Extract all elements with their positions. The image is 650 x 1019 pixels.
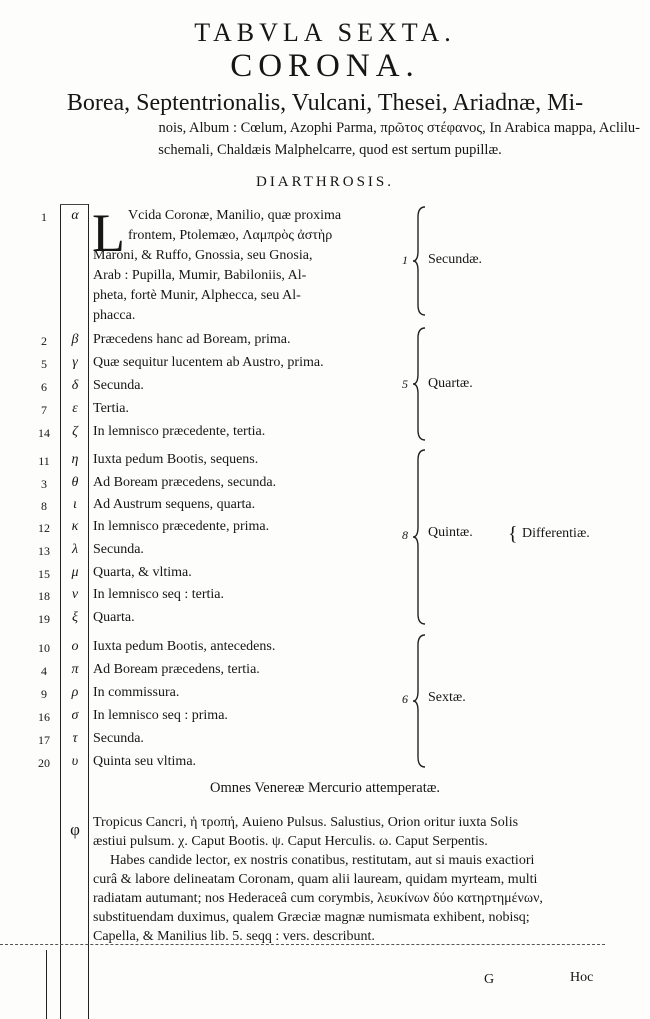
star-greek-letter: η bbox=[71, 452, 79, 467]
star-greek-letter: υ bbox=[71, 754, 79, 769]
phi-letter: φ bbox=[70, 820, 80, 839]
star-greek-letter: ζ bbox=[72, 424, 78, 439]
table-title: TABVLA SEXTA. bbox=[194, 18, 456, 47]
star-number: 12 bbox=[38, 521, 50, 535]
alpha-desc-line: Maroni, & Ruffo, Gnossia, seu Gnosia, bbox=[93, 248, 313, 263]
star-number: 4 bbox=[41, 664, 47, 678]
star-greek-letter: β bbox=[71, 332, 79, 347]
star-number: 1 bbox=[41, 210, 47, 224]
star-description: Secunda. bbox=[93, 378, 144, 393]
star-description: In commissura. bbox=[93, 685, 180, 700]
star-greek-letter: π bbox=[71, 662, 79, 677]
star-description: In lemnisco præcedente, prima. bbox=[93, 519, 270, 534]
star-greek-letter: ξ bbox=[72, 610, 78, 625]
signature-mark: G bbox=[484, 972, 495, 987]
star-greek-letter: α bbox=[71, 208, 79, 223]
star-number: 16 bbox=[38, 710, 50, 724]
star-greek-letter: μ bbox=[71, 565, 79, 580]
star-description: In lemnisco seq : tertia. bbox=[93, 587, 225, 602]
section-heading: DIARTHROSIS. bbox=[255, 174, 395, 190]
star-greek-letter: δ bbox=[71, 378, 79, 393]
note-line: radiatam autumant; nos Hederaceâ cum corymbis, λευκίνων δύο κατηρτημένων, bbox=[93, 891, 543, 906]
star-description: Ad Austrum sequens, quarta. bbox=[93, 497, 256, 512]
star-number: 11 bbox=[38, 454, 50, 468]
star-greek-letter: ε bbox=[72, 401, 78, 416]
star-number: 5 bbox=[41, 357, 47, 371]
table-top-rule bbox=[60, 204, 88, 205]
star-greek-letter: σ bbox=[71, 708, 79, 723]
differentiae-brace: { bbox=[508, 523, 518, 545]
star-number: 14 bbox=[38, 426, 50, 440]
star-number: 10 bbox=[38, 641, 50, 655]
star-number: 20 bbox=[38, 756, 50, 770]
margin-rule bbox=[46, 950, 47, 1019]
star-number: 18 bbox=[38, 589, 50, 603]
note-line: Capella, & Manilius lib. 5. seqq : vers. describunt. bbox=[93, 929, 375, 944]
star-greek-letter: ρ bbox=[71, 685, 79, 700]
star-number: 13 bbox=[38, 544, 50, 558]
star-greek-letter: θ bbox=[71, 475, 79, 490]
star-greek-letter: ο bbox=[71, 639, 79, 654]
star-description: Ad Boream præcedens, secunda. bbox=[93, 475, 277, 490]
column-rule-number bbox=[60, 204, 61, 1019]
note-line: curâ & labore delineatam Coronam, quam alii lauream, quidam myrteam, multi bbox=[93, 872, 538, 887]
names-line-3: schemali, Chaldæis Malphelcarre, quod est sertum pupillæ. bbox=[158, 142, 502, 158]
catchword: Hoc bbox=[570, 970, 594, 985]
star-greek-letter: τ bbox=[72, 731, 78, 746]
magnitude-count: 1 bbox=[402, 253, 408, 267]
note-line: æstiui pulsum. χ. Caput Bootis. ψ. Caput Herculis. ω. Caput Serpentis. bbox=[93, 834, 488, 849]
star-description: Tertia. bbox=[93, 401, 129, 416]
star-number: 3 bbox=[41, 477, 47, 491]
magnitude-count: 6 bbox=[402, 692, 408, 706]
star-number: 15 bbox=[38, 567, 50, 581]
star-description: Præcedens hanc ad Boream, prima. bbox=[93, 332, 291, 347]
star-number: 7 bbox=[41, 403, 47, 417]
note-line: Tropicus Cancri, ἡ τροπή, Auieno Pulsus. Salustius, Orion oritur iuxta Solis bbox=[93, 815, 519, 830]
magnitude-brace bbox=[413, 326, 427, 442]
names-line-1: Borea, Septentrionalis, Vulcani, Thesei, Ariadnæ, Mi- bbox=[66, 90, 584, 116]
note-line: substituendam duximus, qualem Græciæ magnæ numismata exhibent, nobisq; bbox=[93, 910, 530, 925]
star-description: Secunda. bbox=[93, 542, 144, 557]
drop-cap: L bbox=[92, 203, 125, 263]
star-description: Secunda. bbox=[93, 731, 144, 746]
star-number: 6 bbox=[41, 380, 47, 394]
star-greek-letter: κ bbox=[71, 519, 79, 534]
star-number: 8 bbox=[41, 499, 47, 513]
star-description: Iuxta pedum Bootis, antecedens. bbox=[93, 639, 276, 654]
magnitude-brace bbox=[413, 448, 427, 626]
alpha-desc-line: frontem, Ptolemæo, Λαμπρὸς ἀστὴρ bbox=[128, 228, 333, 243]
alpha-desc-line: Arab : Pupilla, Mumir, Babiloniis, Al- bbox=[93, 268, 307, 283]
column-rule-greek bbox=[88, 204, 89, 1019]
magnitude-count: 8 bbox=[402, 528, 408, 542]
star-description: In lemnisco præcedente, tertia. bbox=[93, 424, 266, 439]
star-description: Quæ sequitur lucentem ab Austro, prima. bbox=[93, 355, 324, 370]
star-number: 2 bbox=[41, 334, 47, 348]
magnitude-count: 5 bbox=[402, 377, 408, 391]
alpha-desc-line: pheta, fortè Munir, Alphecca, seu Al- bbox=[93, 288, 301, 303]
magnitude-label: Sextæ. bbox=[428, 690, 466, 705]
differentiae-label: Differentiæ. bbox=[522, 526, 590, 541]
star-description: In lemnisco seq : prima. bbox=[93, 708, 228, 723]
alpha-desc-line: phacca. bbox=[93, 308, 136, 323]
star-number: 9 bbox=[41, 687, 47, 701]
names-line-2: nois, Album : Cœlum, Azophi Parma, πρῶτος στέφανος, In Arabica mappa, Aclilu- bbox=[158, 120, 640, 136]
star-description: Quinta seu vltima. bbox=[93, 754, 197, 769]
constellation-title: CORONA. bbox=[230, 48, 420, 84]
star-description: Ad Boream præcedens, tertia. bbox=[93, 662, 260, 677]
magnitude-brace bbox=[413, 633, 427, 769]
star-description: Iuxta pedum Bootis, sequens. bbox=[93, 452, 259, 467]
star-greek-letter: γ bbox=[72, 355, 78, 370]
temperament-line: Omnes Venereæ Mercurio attemperatæ. bbox=[209, 780, 441, 796]
magnitude-label: Quintæ. bbox=[428, 525, 473, 540]
star-greek-letter: ι bbox=[73, 497, 77, 512]
star-description: Quarta. bbox=[93, 610, 135, 625]
magnitude-label: Quartæ. bbox=[428, 376, 473, 391]
star-description: Quarta, & vltima. bbox=[93, 565, 192, 580]
star-number: 19 bbox=[38, 612, 50, 626]
note-line: Habes candide lector, ex nostris conatibus, restitutam, aut si mauis exactiori bbox=[110, 853, 535, 868]
star-greek-letter: ν bbox=[71, 587, 79, 602]
alpha-desc-line: Vcida Coronæ, Manilio, quæ proxima bbox=[128, 208, 342, 223]
star-greek-letter: λ bbox=[71, 542, 79, 557]
star-number: 17 bbox=[38, 733, 50, 747]
magnitude-brace bbox=[413, 205, 427, 317]
magnitude-label: Secundæ. bbox=[428, 252, 483, 267]
